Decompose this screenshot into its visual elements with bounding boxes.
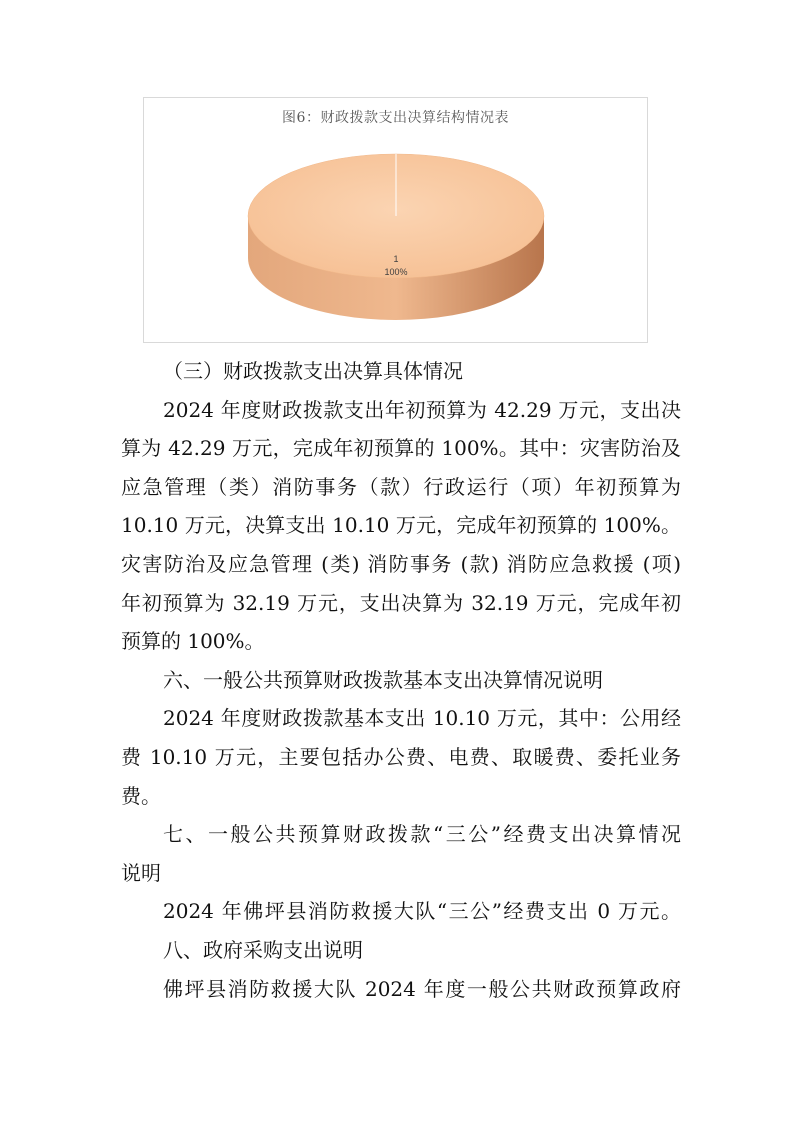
- paragraph-line: 10.10 万元，决算支出 10.10 万元，完成年初预算的 100%。: [121, 513, 681, 538]
- paragraph-line: 2024 年度财政拨款支出年初预算为 42.29 万元，支出决: [163, 397, 681, 422]
- paragraph-line: 2024 年佛坪县消防救援大队“三公”经费支出 0 万元。: [163, 899, 681, 924]
- pie-label-category: 1: [393, 254, 399, 264]
- section-heading: 八、政府采购支出说明: [163, 937, 363, 962]
- paragraph-line: 费 10.10 万元，主要包括办公费、电费、取暖费、委托业务: [121, 744, 681, 769]
- document-body: [121, 352, 681, 1008]
- pie-chart: [143, 97, 648, 343]
- chart-title: 图6：财政拨款支出决算结构情况表: [282, 110, 509, 126]
- paragraph-line: 年初预算为 32.19 万元，支出决算为 32.19 万元，完成年初: [121, 590, 681, 615]
- section-heading: 说明: [121, 860, 161, 885]
- paragraph-line: 预算的 100%。: [121, 629, 265, 654]
- section-heading: （三）财政拨款支出决算具体情况: [163, 359, 463, 383]
- pie-chart-svg: [144, 98, 649, 344]
- paragraph-line: 2024 年度财政拨款基本支出 10.10 万元，其中：公用经: [163, 706, 681, 731]
- section-heading: 七、一般公共预算财政拨款“三公”经费支出决算情况: [163, 822, 681, 847]
- paragraph-line: 佛坪县消防救援大队 2024 年度一般公共财政预算政府: [163, 976, 681, 1001]
- section-heading: 六、一般公共预算财政拨款基本支出决算情况说明: [163, 667, 603, 692]
- paragraph-line: 算为 42.29 万元，完成年初预算的 100%。其中：灾害防治及: [121, 436, 681, 461]
- pie-label-percent: 100%: [384, 267, 408, 277]
- paragraph-line: 应急管理（类）消防事务（款）行政运行（项）年初预算为: [121, 474, 681, 499]
- paragraph-line: 费。: [121, 783, 161, 808]
- paragraph-line: 灾害防治及应急管理 (类) 消防事务 (款) 消防应急救援 (项): [121, 551, 681, 576]
